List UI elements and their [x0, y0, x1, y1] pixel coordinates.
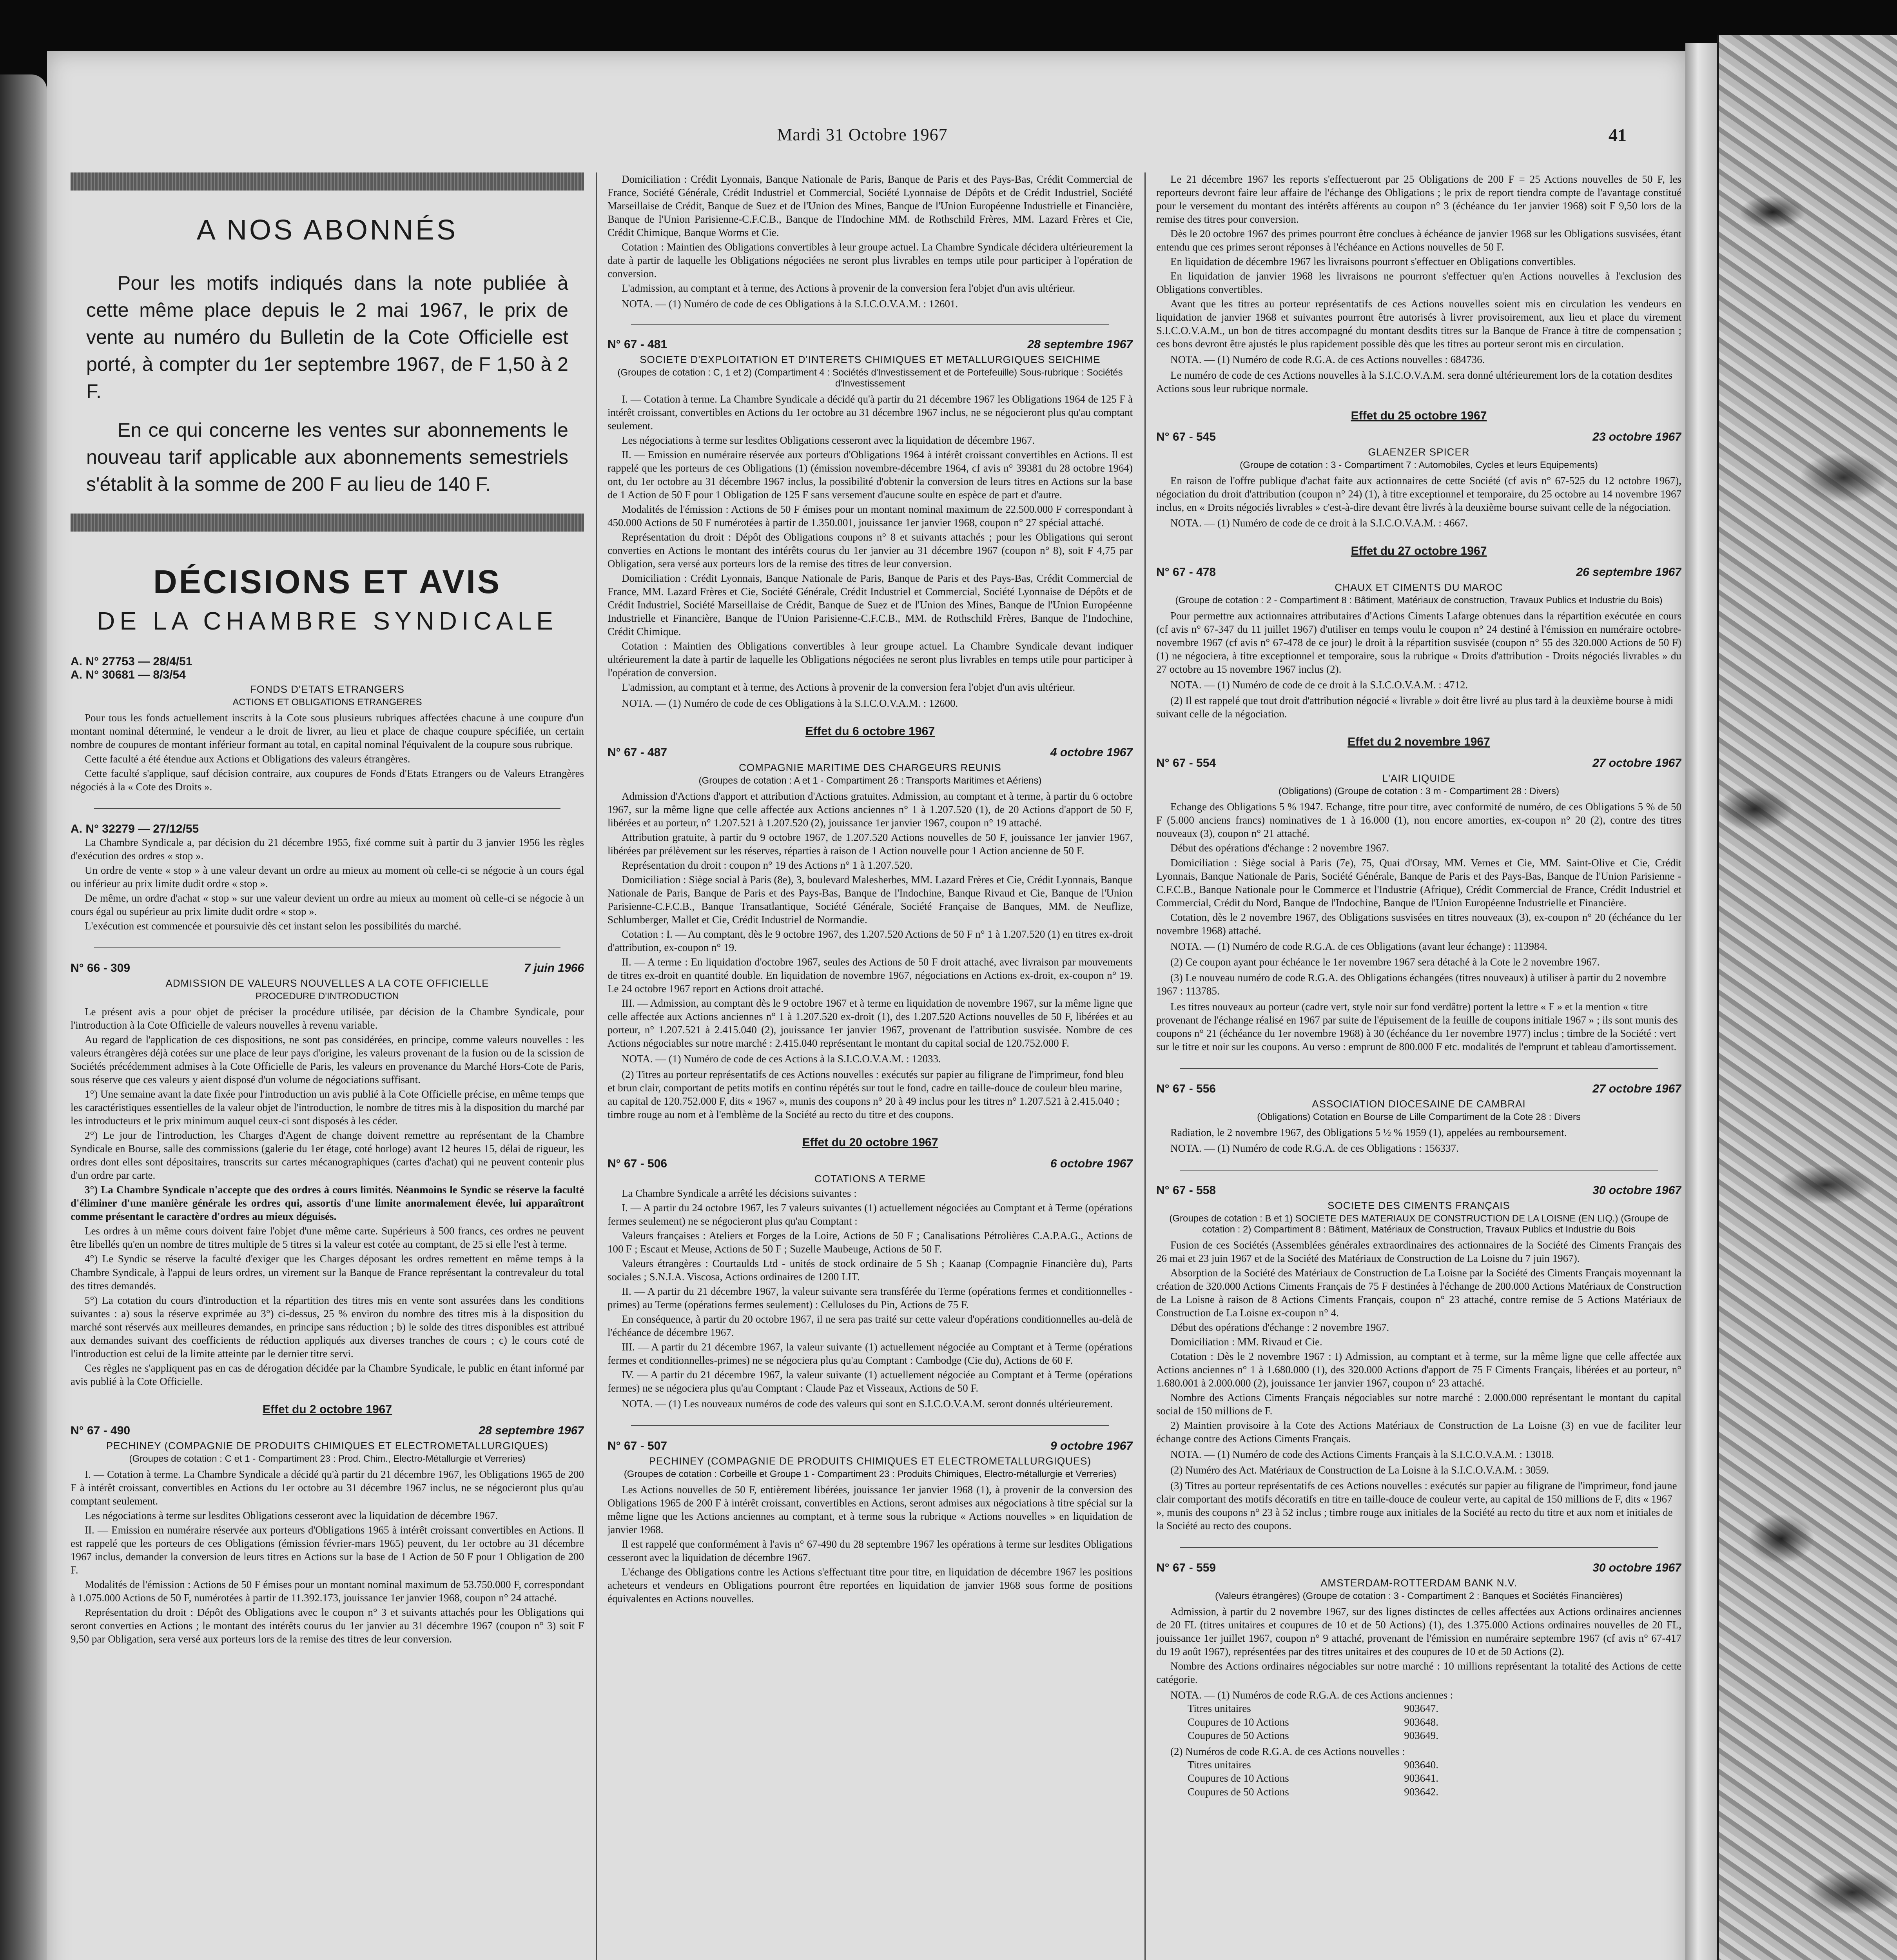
avis-block	[1156, 430, 1681, 530]
avis-text: Représentation du droit : coupon n° 19 des Actions n° 1 à 1.207.520.	[622, 859, 913, 871]
avis-groups: (Obligations) (Groupe de cotation : 3 m - Compartiment 28 : Divers)	[1278, 786, 1560, 797]
separator	[94, 947, 560, 948]
effect-date-heading: Effet du 25 octobre 1967	[1351, 409, 1487, 423]
nota: NOTA. — (1) Numéro de code R.G.A. de ces Actions nouvelles : 684736.	[1170, 354, 1485, 366]
avis-text: Radiation, le 2 novembre 1967, des Obligations 5 ½ % 1959 (1), appelées au remboursement.	[1170, 1126, 1567, 1138]
avis-company: PECHINEY (COMPAGNIE DE PRODUITS CHIMIQUES ET ELECTROMETALLURGIQUES)	[649, 1455, 1092, 1467]
nota: (2) Il est rappelé que tout droit d'attribution négocié « livrable » doit être livré au plus tard à la deuxième bourse à midi suivant celle de la négociation.	[1156, 695, 1674, 720]
avis-groups: (Groupes de cotation : C, 1 et 2) (Compartiment 4 : Sociétés d'Investissement et de Portefeuille) Sous-rubrique : Sociétés d'Investissement	[617, 367, 1123, 389]
avis-block	[608, 1157, 1133, 1410]
avis-text: Absorption de la Société des Matériaux de Construction de La Loisne par la Société des Ciments Français moyennant la création de 320.000 Actions Ciments Français de 75 F destinées à l'échange de 200.000 Actions Matériaux de Construction de La Loisne à raison de 8 Actions Ciments Français, coupon n° 23 attaché, contre remise de 5 Actions Matériaux de Construction de La Loisne ex-coupon n° 4.	[1156, 1267, 1681, 1319]
avis-text: 4°) Le Syndic se réserve la faculté d'exiger que les Charges déposant les ordres remettent en même temps à la Chambre Syndicale, à l'appui de leurs ordres, un virement sur la Banque de France représentant la contrevaleur du total des titres demandés.	[71, 1253, 584, 1292]
avis-text: Au regard de l'application de ces dispositions, ne sont pas considérées, en principe, comme valeurs nouvelles : les valeurs étrangères déjà cotées sur une place de leur pays d'origine, les valeurs provenant de la fusion ou de la scission de Sociétés précédemment admises à la Cote Officielle de Paris, les valeurs en provenance du Marché Hors-Cote de Paris, sous réserve que ces valeurs y aient disposé d'un volume de négociations suffisant.	[71, 1034, 584, 1086]
nota: (2) Titres au porteur représentatifs de ces Actions nouvelles : exécutés sur papier au filigrane de l'imprimeur, fond bleu et brun clair, comportant de petits motifs en continu répétés sur tout le fond, cadre en taille-douce de couleur bleu marine, au capital de 120.752.000 F, dits « 1967 », munis des coupons n° 20 à 49 inclus pour les titres n° 1.207.521 à 2.415.040 ; timbre rouge au nom et à l'emblème de la Société au recto du titre et des coupons.	[608, 1068, 1124, 1120]
subscribers-paragraph: Pour les motifs indiqués dans la note publiée à cette même place depuis le 2 mai 1967, le prix de vente au numéro du Bulletin de la Cote Officielle est porté, à compter du 1er septembre 1967, de F 1,50 à 2 F.	[86, 272, 568, 402]
avis-date: 30 octobre 1967	[1592, 1561, 1681, 1575]
avis-date: 6 octobre 1967	[1050, 1157, 1133, 1170]
avis-ref: N° 67 - 554	[1156, 757, 1216, 770]
separator	[94, 808, 560, 809]
avis-text: Cotation : Maintien des Obligations convertibles à leur groupe actuel. La Chambre Syndicale décidera ultérieurement la date à partir de laquelle les Obligations négociées ne seront plus livrables en temps utile pour participer à l'opération de conversion.	[608, 241, 1133, 280]
avis-date: 23 octobre 1967	[1592, 430, 1681, 444]
avis-text: En conséquence, à partir du 20 octobre 1967, il ne sera pas traité sur cette valeur d'opérations conditionnelles au-delà de l'échéance de décembre 1967.	[608, 1313, 1133, 1339]
avis-ref: N° 67 - 487	[608, 746, 667, 759]
avis-date: 4 octobre 1967	[1050, 746, 1133, 759]
avis-text: I. — Cotation à terme. La Chambre Syndicale a décidé qu'à partir du 21 décembre 1967 les Obligations 1964 de 125 F à intérêt croissant, convertibles en Actions du 1er octobre au 31 décembre 1967 inclus, ne se négocieront plus qu'au comptant seulement.	[608, 393, 1133, 432]
avis-company: SOCIETE D'EXPLOITATION ET D'INTERETS CHIMIQUES ET METALLURGIQUES SEICHIME	[640, 354, 1101, 366]
avis-company: COMPAGNIE MARITIME DES CHARGEURS REUNIS	[739, 761, 1001, 773]
avis-text: Valeurs étrangères : Courtaulds Ltd - unités de stock ordinaire de 5 Sh ; Kaanap (Compagnie Financière du), Parts sociales ; S.N.I.A. Viscosa, Actions ordinaires de 1200 LIT.	[608, 1257, 1133, 1283]
avis-text: I. — A partir du 24 octobre 1967, les 7 valeurs suivantes (1) actuellement négociées au Comptant et à Terme (opérations fermes seulement) ne se négocieront plus qu'au Comptant :	[608, 1201, 1133, 1227]
avis-company: AMSTERDAM-ROTTERDAM BANK N.V.	[1320, 1577, 1517, 1589]
avis-text: En liquidation de décembre 1967 les livraisons pourront s'effectuer en Obligations convertibles.	[1170, 256, 1576, 268]
avis-text: Le présent avis a pour objet de préciser la procédure utilisée, par décision de la Chambre Syndicale, pour l'introduction à la Cote Officielle de valeurs nouvelles à revenu variable.	[71, 1006, 584, 1031]
avis-block	[1156, 566, 1681, 720]
nota: NOTA. — (1) Numéro de code R.G.A. de ces Obligations : 156337.	[1170, 1142, 1459, 1154]
avis-text: Attribution gratuite, à partir du 9 octobre 1967, de 1.207.520 Actions nouvelles de 50 F, jouissance 1er janvier 1967, libérées par prélèvement sur les réserves, réparties à raison de 1 Action nouvelle pour 1 Action ancienne de 50 F.	[608, 831, 1133, 857]
separator	[1180, 1068, 1658, 1069]
code-label: Coupures de 50 Actions	[1188, 1786, 1289, 1798]
avis-ref: N° 67 - 507	[608, 1439, 667, 1453]
avis-block	[71, 962, 584, 1388]
avis-block	[608, 338, 1133, 710]
nota: Les titres nouveaux au porteur (cadre vert, style noir sur fond verdâtre) portent la lettre « F » et la mention « titre provenant de l'échange réalisé en 1967 par suite de l'épuisement de la feuille de coupons initiale 1967 » ; ils sont munis des coupons n° 21 (échéance du 1er novembre 1968) à 30 (échéance du 1er novembre 1977) inclus ; timbre de la Société : vert sur le titre et noir sur les coupons. Au verso : emprunt de 800.000 F etc. modalités de l'emprunt et tableau d'amortissement.	[1156, 1000, 1678, 1053]
avis-block	[608, 1439, 1133, 1605]
avis-text: La Chambre Syndicale a, par décision du 21 décembre 1955, fixé comme suit à partir du 3 janvier 1956 les règles d'exécution des ordres « stop ».	[71, 837, 584, 862]
code-list	[1156, 1758, 1681, 1799]
nota: (2) Ce coupon ayant pour échéance le 1er novembre 1967 sera détaché à la Cote le 2 novembre 1967.	[1170, 956, 1600, 968]
avis-ref: N° 67 - 559	[1156, 1561, 1216, 1575]
avis-block	[71, 1424, 584, 1646]
avis-text: Représentation du droit : Dépôt des Obligations avec le coupon n° 3 et suivants attachés pour les Obligations qui seront converties en Actions ; le montant des intérêts courus du 1er janvier au 31 décembre 1967 (coupon n° 3) soit F 9,50 par Obligation, sera versé aux porteurs lors de la remise des titres de leur conversion.	[71, 1606, 584, 1645]
avis-ref: N° 67 - 556	[1156, 1082, 1216, 1095]
avis-date: 7 juin 1966	[524, 962, 584, 975]
avis-text: L'exécution est commencée et poursuivie dès cet instant selon les possibilités du marché.	[85, 920, 461, 932]
nota: NOTA. — (1) Numéro de code R.G.A. de ces Obligations (avant leur échange) : 113984.	[1170, 940, 1547, 952]
avis-text: Dès le 20 octobre 1967 des primes pourront être conclues à échéance de janvier 1968 sur les Obligations susvisées, étant entendu que ces primes seront réponses à l'échéance en Actions nouvelles de 50 F.	[1156, 228, 1681, 253]
avis-text: Nombre des Actions ordinaires négociables sur notre marché : 10 millions représentant la totalité des Actions de cette catégorie.	[1156, 1660, 1681, 1686]
avis-groups: (Groupes de cotation : B et 1) SOCIETE DES MATERIAUX DE CONSTRUCTION DE LA LOISNE (EN LIQ.) (Groupe de cotation : 2) Compartiment 8 : Bâtiment, Matériaux de Construction, Travaux Publics et Industrie du Bois	[1169, 1213, 1668, 1235]
separator	[1180, 1170, 1658, 1171]
avis-text: Modalités de l'émission : Actions de 50 F émises pour un montant nominal maximum de 22.500.000 F correspondant à 450.000 Actions de 50 F numérotées à partir de 1.350.001, jouissance 1er janvier 1968, coupon n° 27 spécial attaché.	[608, 503, 1133, 529]
code-row	[1188, 1702, 1438, 1715]
column-2	[608, 172, 1133, 1960]
avis-company: ASSOCIATION DIOCESAINE DE CAMBRAI	[1312, 1098, 1526, 1110]
avis-company: COTATIONS A TERME	[814, 1172, 926, 1185]
avis-groups: ACTIONS ET OBLIGATIONS ETRANGERES	[232, 697, 422, 708]
code-row	[1188, 1729, 1438, 1742]
avis-company: SOCIETE DES CIMENTS FRANÇAIS	[1328, 1199, 1510, 1211]
avis-company: L'AIR LIQUIDE	[1382, 772, 1456, 784]
avis-text: Domiciliation : MM. Rivaud et Cie.	[1170, 1336, 1322, 1348]
effect-date-heading: Effet du 27 octobre 1967	[1351, 544, 1487, 558]
avis-block	[1156, 1082, 1681, 1155]
avis-text: III. — Admission, au comptant dès le 9 octobre 1967 et à terme en liquidation de novembre 1967, sur la même ligne que celle affectée aux Actions anciennes n° 1 à 1.207.520 ex-droit (1), des 1.207.520 Actions nouvelles de 50 F, libérées et au porteur, n° 1.207.521 à 2.415.040 (2), jouissance 1er janvier 1967, provenant de l'attribution susvisée. Nombre de ces Actions négociables sur notre marché : 2.415.040 représentant le montant du capital social de 120.752.000 F.	[608, 997, 1133, 1049]
avis-text: Echange des Obligations 5 % 1947. Echange, titre pour titre, avec conformité de numéro, de ces Obligations 5 % de 50 F (5.000 anciens francs) nominatives de 1 à 16.000 (1), non encore amorties, ex-coupon n° 20 (2), contre des titres nouveaux (3), coupon n° 21 attaché.	[1156, 801, 1681, 840]
code-value: 903648.	[1404, 1716, 1438, 1728]
code-list	[1156, 1702, 1681, 1742]
avis-text: II. — Emission en numéraire réservée aux porteurs d'Obligations 1964 à intérêt croissant convertibles en Actions. Il est rappelé que les porteurs de ces Obligations (1) (émission novembre-décembre 1964, cf avis n° 39381 du 28 octobre 1964) ont, du 1er octobre au 31 décembre 1967 inclus, la possibilité d'obtenir la conversion de leurs titres en Actions sur la base de 1 Action de 50 F pour 1 Obligation de 125 F sans versement d'aucune soulte en espèce de part et d'autre.	[608, 449, 1133, 501]
code-row	[1188, 1771, 1438, 1785]
avis-company: FONDS D'ETATS ETRANGERS	[250, 683, 404, 695]
avis-groups: (Groupe de cotation : 3 - Compartiment 7 : Automobiles, Cycles et leurs Equipements)	[1240, 460, 1598, 471]
avis-text: Pour permettre aux actionnaires attributaires d'Actions Ciments Lafarge obtenues dans la répartition exécutée en cours (cf avis n° 67-347 du 11 juillet 1967) d'utiliser en temps voulu le coupon n° 24 destiné à l'émission en numéraire octobre-novembre 1967 (cf avis n° 67-478 de ce jour) le droit à la répartition susvisée (coupon n° 55 des 320.000 Actions de 50 F) (1) ne négociera, à titre exceptionnel et temporaire, sous la rubrique « Droits d'attribution - Droits négociés livrables » du 27 octobre au 15 novembre 1967 inclus (2).	[1156, 610, 1681, 675]
avis-text: Cotation : Dès le 2 novembre 1967 : I) Admission, au comptant et à terme, sur la même ligne que celle affectée aux Actions anciennes n° 1 à 1.680.000 (1), des 320.000 Actions d'apport de 75 F Ciments Français, libérées et au porteur, n° 1.680.001 à 2.000.000 (2), jouissance 1er janvier 1967, coupon n° 23 attaché.	[1156, 1350, 1681, 1389]
nota: NOTA. — (1) Numéro de code de ces Obligations à la S.I.C.O.V.A.M. : 12600.	[622, 697, 958, 709]
avis-block	[1156, 757, 1681, 1053]
avis-text: En raison de l'offre publique d'achat faite aux actionnaires de cette Société (cf avis n° 67-525 du 12 octobre 1967), négociation du droit d'attribution (coupon n° 24) (1), à titre exceptionnel et temporaire, du 25 octobre au 14 novembre 1967 inclus, en « Droits négociés livrables » c'est-à-dire devant être livrés à la deuxième bourse suivant celle de la négociation.	[1156, 475, 1681, 514]
code-label: Coupures de 10 Actions	[1188, 1716, 1289, 1728]
subscribers-title: A NOS ABONNÉS	[196, 214, 458, 246]
code-label: Coupures de 10 Actions	[1188, 1772, 1289, 1784]
separator	[1180, 1547, 1658, 1548]
code-label: Titres unitaires	[1188, 1702, 1251, 1715]
nota: NOTA. — (1) Numéro de code de ce droit à la S.I.C.O.V.A.M. : 4712.	[1170, 679, 1468, 691]
avis-ref: A. N° 32279 — 27/12/55	[71, 822, 199, 836]
avis-text: Modalités de l'émission : Actions de 50 F émises pour un montant nominal maximum de 53.750.000 F, correspondant à 1.075.000 Actions de 50 F, numérotées à partir de 11.392.173, jouissance 1er janvier 1968, coupon n° 24 attaché.	[71, 1578, 584, 1604]
nota: NOTA. — (1) Numéro de code des Actions Ciments Français à la S.I.C.O.V.A.M. : 13018.	[1170, 1448, 1554, 1460]
avis-text: Début des opérations d'échange : 2 novembre 1967.	[1170, 1321, 1389, 1333]
avis-text: 5°) La cotation du cours d'introduction et la répartition des titres mis en vente sont assurées dans les conditions suivantes : a) sous la réserve exprimée au 3°) ci-dessus, 25 % environ du nombre des titres mis à la disposition du marché sont réservés aux meilleures demandes, en principe sans réduction ; b) le solde des titres disponibles est attribué aux demandes suivant des coefficients de réduction appliqués aux diverses tranches de cours ; c) le cours coté de l'introduction est celui de la limite atteinte par le dernier titre servi.	[71, 1294, 584, 1359]
nota: (2) Numéro des Act. Matériaux de Construction de La Loisne à la S.I.C.O.V.A.M. : 3059.	[1170, 1464, 1549, 1476]
avis-date: 9 octobre 1967	[1050, 1439, 1133, 1453]
avis-text: L'admission, au comptant et à terme, des Actions à provenir de la conversion fera l'objet d'un avis ultérieur.	[622, 681, 1075, 693]
avis-text: 3°) La Chambre Syndicale n'accepte que des ordres à cours limités. Néanmoins le Syndic se réserve la faculté d'éliminer d'une manière générale les ordres qui, assortis d'une limite anormalement élevée, lui apparaîtront comme présentant le caractère d'ordres au mieux déguisés.	[71, 1184, 584, 1223]
avis-text: Représentation du droit : Dépôt des Obligations coupons n° 8 et suivants attachés ; pour les Obligations qui seront converties en Actions le montant des intérêts courus du 1er janvier au 31 décembre 1967 (coupon n° 8), soit F 4,75 par Obligation, sera versé aux porteurs lors de la remise des titres de leur conversion.	[608, 531, 1133, 570]
subscribers-paragraph: En ce qui concerne les ventes sur abonnements le nouveau tarif applicable aux abonnements semestriels s'établit à la somme de 200 F au lieu de 140 F.	[86, 419, 568, 495]
code-label: Coupures de 50 Actions	[1188, 1730, 1289, 1742]
avis-text: Les Actions nouvelles de 50 F, entièrement libérées, jouissance 1er janvier 1968 (1), à provenir de la conversion des Obligations 1965 de 200 F à intérêt croissant, convertibles en Actions, seront admises aux négociations à titre spécial sur la même ligne que les Actions anciennes au comptant, et à terme sous la rubrique « Actions nouvelles » en liquidation de janvier 1968.	[608, 1484, 1133, 1536]
code-value: 903647.	[1404, 1702, 1438, 1715]
avis-groups: (Groupes de cotation : C et 1 - Compartiment 23 : Prod. Chim., Electro-Métallurgie et Verreries)	[129, 1453, 526, 1464]
page-number: 41	[1609, 125, 1627, 145]
avis-ref: A. N° 27753 — 28/4/51	[71, 655, 192, 668]
avis-ref: A. N° 30681 — 8/3/54	[71, 668, 186, 681]
effect-date-heading: Effet du 2 octobre 1967	[262, 1403, 392, 1416]
nota: (3) Le nouveau numéro de code R.G.A. des Obligations échangées (titres nouveaux) à utiliser à partir du 2 novembre 1967 : 113785.	[1156, 971, 1666, 997]
avis-text: II. — Emission en numéraire réservée aux porteurs d'Obligations 1965 à intérêt croissant convertibles en Actions. Il est rappelé que les porteurs de ces Obligations (émission février-mars 1965) peuvent, du 1er octobre au 31 décembre 1967 inclus, demander la conversion de leurs titres en Actions sur la base de 1 Action de 50 F pour 1 Obligation de 200 F.	[71, 1524, 584, 1576]
avis-text: III. — A partir du 21 décembre 1967, la valeur suivante (1) actuellement négociée au Comptant et à Terme (opérations fermes et conditionnelles-primes) ne se négociera plus qu'au Comptant : Cambodge (Cie du), Actions de 60 F.	[608, 1341, 1133, 1367]
notice-bar	[71, 172, 584, 191]
avis-block	[71, 822, 584, 933]
avis-text: Il est rappelé que conformément à l'avis n° 67-490 du 28 septembre 1967 les opérations à terme sur lesdites Obligations cesseront avec la liquidation de décembre 1967.	[608, 1538, 1133, 1564]
avis-block	[608, 746, 1133, 1121]
avis-text: Cotation : I. — Au comptant, dès le 9 octobre 1967, des 1.207.520 Actions de 50 F n° 1 à 1.207.520 (1) en titres ex-droit d'attribution, ex-coupon n° 19.	[608, 928, 1133, 953]
avis-text: Cette faculté s'applique, sauf décision contraire, aux coupures de Fonds d'Etats Etrangers ou de Valeurs Etrangères négociés à la « Cote des Droits ».	[71, 768, 584, 793]
avis-text: La Chambre Syndicale a arrêté les décisions suivantes :	[622, 1187, 857, 1199]
avis-text: Cette faculté a été étendue aux Actions et Obligations des valeurs étrangères.	[85, 753, 410, 765]
avis-text: Domiciliation : Crédit Lyonnais, Banque Nationale de Paris, Banque de Paris et des Pays-Bas, Crédit Commercial de France, Société Générale, Crédit Industriel et Commercial, Société Lyonnaise de Dépôts et de Crédit Industriel, Société Marseillaise de Crédit, Banque de Suez et de l'Union des Mines, Banque de l'Union Européenne Industrielle et Financière, Banque de l'Union Parisienne-C.F.C.B., Banque de l'Indochine MM. de Rothschild Frères, MM. Lazard Frères et Cie, Crédit Chimique, Banque Worms et Cie.	[608, 173, 1133, 239]
notice-bar	[71, 514, 584, 532]
avis-company: PECHINEY (COMPAGNIE DE PRODUITS CHIMIQUES ET ELECTROMETALLURGIQUES)	[106, 1439, 549, 1452]
avis-ref: N° 67 - 490	[71, 1424, 131, 1437]
effect-date-heading: Effet du 2 novembre 1967	[1347, 735, 1490, 749]
avis-company: ADMISSION DE VALEURS NOUVELLES A LA COTE OFFICIELLE	[165, 977, 489, 989]
code-value: 903640.	[1404, 1759, 1438, 1771]
avis-text: L'admission, au comptant et à terme, des Actions à provenir de la conversion fera l'objet d'un avis ultérieur.	[622, 282, 1075, 294]
page-header-date: Mardi 31 Octobre 1967	[777, 125, 948, 144]
code-label: Titres unitaires	[1188, 1759, 1251, 1771]
nota: (3) Titres au porteur représentatifs de ces Actions nouvelles : exécutés sur papier au filigrane de l'imprimeur, fond jaune clair comportant des motifs décoratifs en titre en taille-douce de couleur verte, au capital de 150 millions de F, dits « 1967 », munis des coupons n° 23 à 52 inclus ; timbre rouge aux initiales de la Société au recto du titre et aux nom et initiales de la Société au recto des coupons.	[1156, 1480, 1677, 1532]
avis-text: Les négociations à terme sur lesdites Obligations cesseront avec la liquidation de décembre 1967.	[622, 434, 1035, 446]
column-rule	[596, 172, 597, 1960]
avis-text: 2°) Le jour de l'introduction, les Charges d'Agent de change doivent remettre au représentant de la Chambre Syndicale en Bourse, salle des commissions (galerie du 1er étage, coté horloge) avant 12 heures 15, délai de rigueur, les ordres dont elles sont dépositaires, transcrits sur cartes mécanographiques (cartes d'achat) qui ne peuvent contenir plus d'un ordre par carte.	[71, 1129, 584, 1181]
avis-date: 28 septembre 1967	[1027, 338, 1133, 351]
code-value: 903641.	[1404, 1772, 1438, 1784]
separator	[631, 324, 1109, 325]
avis-groups: (Groupes de cotation : Corbeille et Groupe 1 - Compartiment 23 : Produits Chimiques, Electro-métallurgie et Verreries)	[624, 1469, 1117, 1480]
avis-groups: (Groupe de cotation : 2 - Compartiment 8 : Bâtiment, Matériaux de construction, Travaux Publics et Industrie du Bois)	[1175, 595, 1663, 606]
avis-text: Les ordres à un même cours doivent faire l'objet d'une même carte. Supérieurs à 500 francs, ces ordres ne peuvent être libellés qu'en un nombre de titres multiple de 5 titres si la valeur est cotée au comptant, de 25 si elle l'est à terme.	[71, 1225, 584, 1250]
avis-date: 27 octobre 1967	[1592, 1082, 1681, 1095]
separator	[631, 1425, 1109, 1426]
avis-block	[71, 655, 584, 793]
avis-company: GLAENZER SPICER	[1368, 446, 1470, 458]
code-row	[1188, 1715, 1438, 1729]
code-row	[1188, 1758, 1438, 1772]
code-row	[1188, 1785, 1438, 1799]
nota: NOTA. — (1) Numéro de code de ces Obligations à la S.I.C.O.V.A.M. : 12601.	[622, 298, 958, 310]
avis-text: 1°) Une semaine avant la date fixée pour l'introduction un avis publié à la Cote Officielle précise, en même temps que les caractéristiques essentielles de la valeur objet de l'introduction, le nombre de titres mis à la disposition du marché par les introducteurs et le prix minimum auquel ceux-ci sont disposés à les céder.	[71, 1088, 584, 1127]
avis-text: I. — Cotation à terme. La Chambre Syndicale a décidé qu'à partir du 21 décembre 1967, les Obligations 1965 de 200 F à intérêt croissant, convertibles en Actions du 1er octobre au 31 décembre 1967 inclus, ne se négocieront plus qu'au comptant seulement.	[71, 1468, 584, 1507]
avis-text: Domiciliation : Siège social à Paris (7e), 75, Quai d'Orsay, MM. Vernes et Cie, MM. Saint-Olive et Cie, Crédit Lyonnais, Banque Nationale de Paris, Société Générale, Banque de Paris et des Pays-Bas, Banque de l'Union Parisienne - C.F.C.B., Banque Nationale pour le Commerce et l'Industrie (Afrique), Crédit Commercial de France, Crédit Industriel et Commercial, Crédit du Nord, Banque de l'Indochine, Banque de l'Union Européenne Industrielle et Financière.	[1156, 857, 1681, 909]
effect-date-heading: Effet du 6 octobre 1967	[805, 724, 935, 738]
avis-text: Fusion de ces Sociétés (Assemblées générales extraordinaires des actionnaires de la Société des Ciments Français des 26 mai et 23 juin 1967 et de la Société des Matériaux de Construction de La Loisne du 7 juin 1967).	[1156, 1239, 1681, 1264]
avis-ref: N° 67 - 545	[1156, 430, 1216, 444]
adjacent-page-edge	[0, 74, 47, 1960]
effect-date-heading: Effet du 20 octobre 1967	[802, 1136, 938, 1149]
avis-block	[1156, 1561, 1681, 1798]
book-binding	[1685, 43, 1717, 1960]
decisions-title: DÉCISIONS ET AVIS	[153, 563, 501, 600]
code-value: 903642.	[1404, 1786, 1438, 1798]
avis-date: 30 octobre 1967	[1592, 1183, 1681, 1197]
avis-date: 26 septembre 1967	[1576, 566, 1681, 579]
nota: Le numéro de code de ces Actions nouvelles à la S.I.C.O.V.A.M. sera donné ultérieurement lors de la cotation desdites Actions sous leur rubrique normale.	[1156, 369, 1672, 395]
avis-text: Un ordre de vente « stop » à une valeur devant un ordre au mieux au moment où celle-ci se négocie à un cours égal ou inférieur au prix limite dudit ordre « stop ».	[71, 864, 584, 890]
avis-text: Domiciliation : Crédit Lyonnais, Banque Nationale de Paris, Banque de Paris et des Pays-Bas, Crédit Commercial de France, MM. Lazard Frères et Cie, Société Générale, Crédit Industriel et Commercial, Société Lyonnaise de Dépôts et de Crédit Industriel, Société Marseillaise de Crédit, Banque de Suez et de l'Union des Mines, Banque de l'Union Européenne Industrielle et Financière, Banque de l'Union Parisienne-C.F.C.B., MM. de Rothschild Frères, Banque de l'Indochine, Crédit Chimique.	[608, 572, 1133, 638]
avis-text: 2) Maintien provisoire à la Cote des Actions Matériaux de Construction de La Loisne (3) en vue de faciliter leur échange contre des Actions Ciments Français.	[1156, 1419, 1681, 1445]
avis-text: Le 21 décembre 1967 les reports s'effectueront par 25 Obligations de 200 F = 25 Actions nouvelles de 50 F, les reporteurs devront faire leur affaire de l'échange des Obligations ; le prix de report tiendra compte de l'avantage constitué pour le versement du montant des intérêts afférents au coupon n° 3 (échéance du 1er janvier 1968) soit F 9,50 lors de la remise des titres pour conversion.	[1156, 173, 1681, 225]
avis-text: L'échange des Obligations contre les Actions s'effectuant titre pour titre, en liquidation de décembre 1967 les positions acheteurs et vendeurs en Obligations pourront être reportées en liquidation de janvier 1968 sous forme de positions équivalentes en Actions nouvelles.	[608, 1566, 1133, 1605]
avis-text: Domiciliation : Siège social à Paris (8e), 3, boulevard Malesherbes, MM. Lazard Frères et Cie, Crédit Lyonnais, Banque Nationale de Paris, Banque de Paris et des Pays-Bas, Banque de l'Indochine, Banque Rivaud et Cie, Banque de l'Union Parisienne-C.F.C.B., Banque Transatlantique, Société Générale, Société Française de Banques, MM. de Neuflize, Schlumberger, Mallet et Cie, Crédit Industriel de Normandie.	[608, 873, 1133, 926]
avis-ref: N° 67 - 558	[1156, 1183, 1216, 1197]
avis-company: CHAUX ET CIMENTS DU MAROC	[1335, 581, 1503, 593]
avis-text: De même, un ordre d'achat « stop » sur une valeur devient un ordre au mieux au moment où celle-ci se négocie à un cours égal ou supérieur au prix limite dudit ordre « stop ».	[71, 892, 584, 918]
avis-text: En liquidation de janvier 1968 les livraisons ne pourront s'effectuer qu'en Actions nouvelles à l'exclusion des Obligations convertibles.	[1156, 270, 1681, 296]
avis-text: Cotation : Maintien des Obligations convertibles à leur groupe actuel. La Chambre Syndicale devant indiquer ultérieurement la date à partir de laquelle les Obligations négociées ne seront plus livrables en temps utile pour participer à l'opération de conversion.	[608, 640, 1133, 679]
avis-groups: (Obligations) Cotation en Bourse de Lille Compartiment de la Cote 28 : Divers	[1257, 1111, 1581, 1122]
avis-text: Cotation, dès le 2 novembre 1967, des Obligations susvisées en titres nouveaux (3), ex-coupon n° 20 (échéance du 1er novembre 1968) attaché.	[1156, 911, 1681, 936]
decisions-subtitle: DE LA CHAMBRE SYNDICALE	[97, 607, 558, 635]
nota: (2) Numéros de code R.G.A. de ces Actions nouvelles :	[1170, 1745, 1405, 1757]
column-3	[1156, 172, 1681, 1960]
avis-text: Admission d'Actions d'apport et attribution d'Actions gratuites. Admission, au comptant et à terme, à partir du 6 octobre 1967, sur la même ligne que celle affectée aux Actions anciennes n° 1 à 1.207.520 (1), de 20 Actions d'apport de 50 F, libérées et au porteur, n° 1.207.521 à 1.207.520 (2), jouissance 1er janvier 1967, coupon n° 19 attaché.	[608, 790, 1133, 829]
code-value: 903649.	[1404, 1730, 1438, 1742]
avis-groups: (Valeurs étrangères) (Groupe de cotation : 3 - Compartiment 2 : Banques et Sociétés Financières)	[1215, 1591, 1623, 1602]
avis-text: Pour tous les fonds actuellement inscrits à la Cote sous plusieurs rubriques affectées chacune à une coupure d'un montant nominal déterminé, le vendeur a le droit de livrer, au lieu et place de chaque coupure spécifiée, un certain nombre de coupures de montant inférieur formant au total, en capital nominal l'équivalent de la coupure sous rubrique.	[71, 712, 584, 751]
avis-date: 27 octobre 1967	[1592, 757, 1681, 770]
avis-ref: N° 67 - 481	[608, 338, 667, 351]
nota: NOTA. — (1) Numéro de code de ces Actions à la S.I.C.O.V.A.M. : 12033.	[622, 1053, 941, 1065]
avis-groups: (Groupes de cotation : A et 1 - Compartiment 26 : Transports Maritimes et Aériens)	[698, 775, 1042, 786]
avis-text: II. — A partir du 21 décembre 1967, la valeur suivante sera transférée du Terme (opérations fermes et conditionnelles - primes) au Terme (opérations fermes seulement) : Celluloses du Pin, Actions de 75 F.	[608, 1285, 1133, 1311]
avis-text: Avant que les titres au porteur représentatifs de ces Actions nouvelles soient mis en circulation les vendeurs en liquidation de janvier 1968 et suivantes pourront être autorisés à livrer provisoirement, aux lieu et place du virement S.I.C.O.V.A.M., un bon de titres accompagné du montant desdits titres sur la Banque de France à titre de compensation ; ces bons devront être ajustés le plus rapidement possible dès que les titres au porteur seront mis en circulation.	[1156, 298, 1681, 350]
avis-groups: PROCEDURE D'INTRODUCTION	[256, 991, 399, 1002]
avis-text: Nombre des Actions Ciments Français négociables sur notre marché : 2.000.000 représentant le montant du capital social de 150 millions de F.	[1156, 1391, 1681, 1417]
avis-block	[1156, 1184, 1681, 1532]
nota: NOTA. — (1) Numéros de code R.G.A. de ces Actions anciennes :	[1170, 1689, 1453, 1701]
avis-ref: N° 66 - 309	[71, 962, 131, 975]
avis-ref: N° 67 - 478	[1156, 566, 1216, 579]
column-rule	[1144, 172, 1146, 1960]
avis-text: Début des opérations d'échange : 2 novembre 1967.	[1170, 842, 1389, 854]
marbled-cover	[1717, 35, 1897, 1960]
avis-text: Valeurs françaises : Ateliers et Forges de la Loire, Actions de 50 F ; Canalisations Pétrolières C.A.P.A.G., Actions de 100 F ; Escaut et Meuse, Actions de 50 F ; Suzelle Maubeuge, Actions de 50 F.	[608, 1229, 1133, 1255]
avis-date: 28 septembre 1967	[479, 1424, 584, 1437]
nota: NOTA. — (1) Les nouveaux numéros de code des valeurs qui sont en S.I.C.O.V.A.M. seront donnés ultérieurement.	[622, 1398, 1113, 1410]
avis-text: Ces règles ne s'appliquent pas en cas de dérogation décidée par la Chambre Syndicale, le public en étant informé par avis publié à la Cote Officielle.	[71, 1362, 584, 1387]
nota: NOTA. — (1) Numéro de code de ce droit à la S.I.C.O.V.A.M. : 4667.	[1170, 517, 1468, 529]
avis-text: Admission, à partir du 2 novembre 1967, sur des lignes distinctes de celles affectées aux Actions ordinaires anciennes de 20 FL (titres unitaires et coupures de 10 et de 50 Actions) (1), des 1.375.000 Actions ordinaires nouvelles de 20 FL, jouissance 1er juillet 1967, coupon n° 9 attaché, provenant de l'émission en numéraire septembre 1967 (cf avis n° 67-417 du 19 août 1967), représentées par des titres unitaires et des coupures de 10 et de 50 Actions (2).	[1156, 1606, 1681, 1658]
avis-text: II. — A terme : En liquidation d'octobre 1967, seules des Actions de 50 F droit attaché, avec livraison par mouvements de titres ex-droit en quantité double. En liquidation de novembre 1967, négociations en Actions ex-droit, ex-coupon n° 19. Le 24 octobre 1967 report en Actions droit attaché.	[608, 956, 1133, 995]
avis-text: IV. — A partir du 21 décembre 1967, la valeur suivante (1) actuellement négociée au Comptant et à Terme (opérations fermes) ne se négociera plus qu'au Comptant : Claude Paz et Visseaux, Actions de 50 F.	[608, 1369, 1133, 1394]
avis-ref: N° 67 - 506	[608, 1157, 667, 1170]
column-1	[71, 172, 584, 1960]
avis-text: Les négociations à terme sur lesdites Obligations cesseront avec la liquidation de décembre 1967.	[85, 1509, 498, 1521]
